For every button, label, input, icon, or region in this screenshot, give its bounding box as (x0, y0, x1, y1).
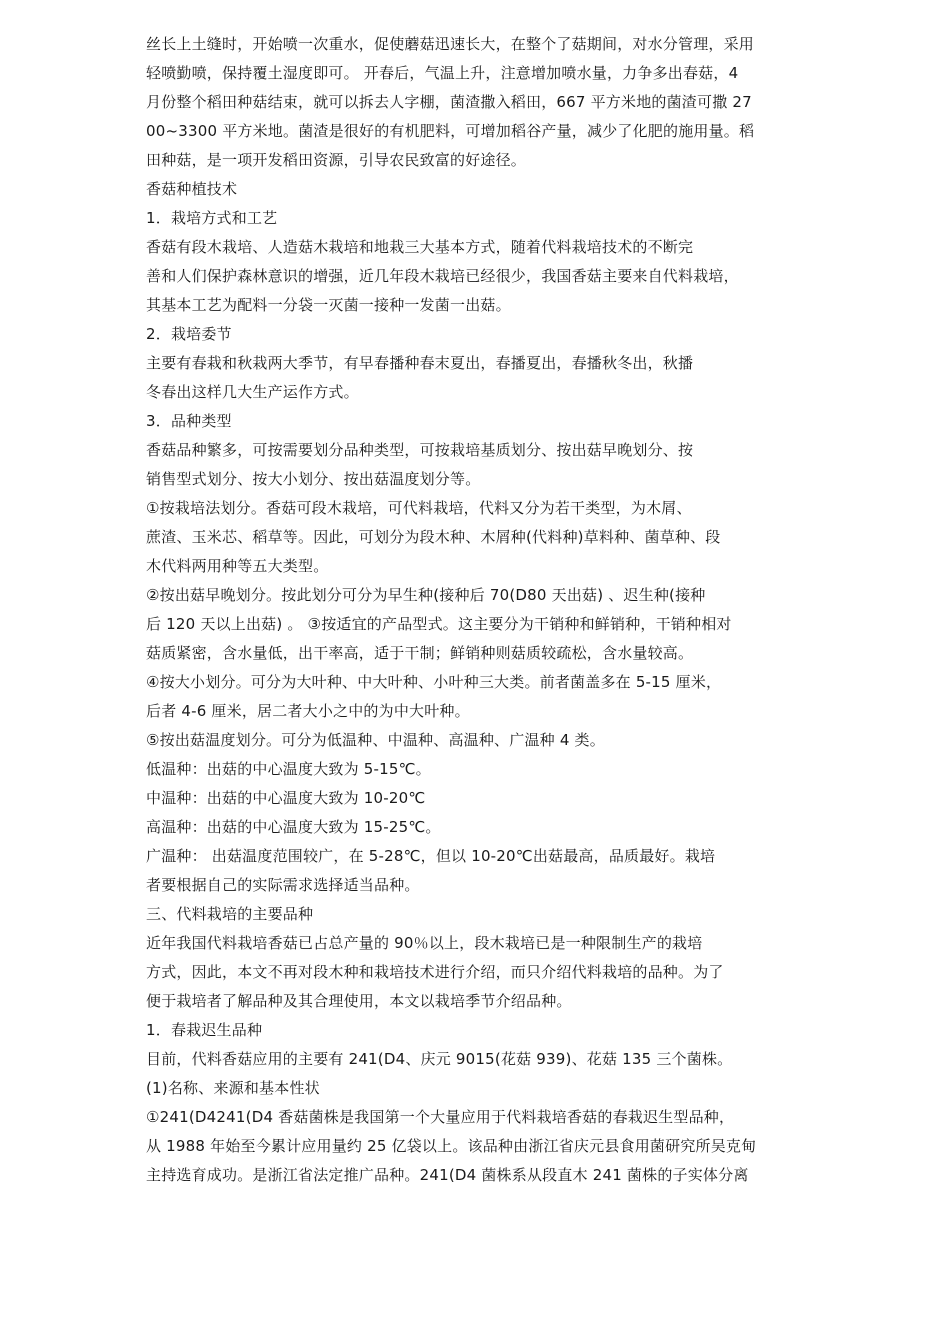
subsection-heading: 3．品种类型 (146, 412, 232, 430)
text-line: 善和人们保护森林意识的增强，近几年段木栽培已经很少，我国香菇主要来自代料栽培， (146, 267, 739, 285)
text-line: 香菇有段木栽培、人造菇木栽培和地栽三大基本方式，随着代料栽培技术的不断完 (146, 238, 694, 256)
text-line: 便于栽培者了解品种及其合理使用，本文以栽培季节介绍品种。 (146, 992, 572, 1010)
text-line: ④按大小划分。可分为大叶种、中大叶种、小叶种三大类。前者菌盖多在 5-15 厘米， (146, 673, 722, 691)
document-page (146, 30, 826, 1190)
text-line: 后 120 天以上出菇) 。 ③按适宜的产品型式。这主要分为干销种和鲜销种，干销种相对 (146, 615, 732, 633)
text-line: 从 1988 年始至今累计应用量约 25 亿袋以上。该品种由浙江省庆元县食用菌研究所吴克甸 (146, 1137, 757, 1155)
text-line: 者要根据自己的实际需求选择适当品种。 (146, 876, 420, 894)
text-line: 蔗渣、玉米芯、稻草等。因此，可划分为段木种、木屑种(代料种)草料种、菌草种、段 (146, 528, 721, 546)
text-line: 田种菇，是一项开发稻田资源，引导农民致富的好途径。 (146, 151, 527, 169)
text-line: ①按栽培法划分。香菇可段木栽培，可代料栽培，代料又分为若干类型，为木屑、 (146, 499, 692, 517)
text-line: 月份整个稻田种菇结束，就可以拆去人字棚，菌渣撒入稻田，667 平方米地的菌渣可撒 27 (146, 93, 752, 111)
text-line: 轻喷勤喷，保持覆土湿度即可。 开春后，气温上升，注意增加喷水量，力争多出春菇，4 (146, 64, 739, 82)
text-line: 主持选育成功。是浙江省法定推广品种。241(D4 菌株系从段直木 241 菌株的子实体分离 (146, 1166, 749, 1184)
text-line: 00~3300 平方米地。菌渣是很好的有机肥料，可增加稻谷产量，减少了化肥的施用量。稻 (146, 122, 755, 140)
text-line: 木代料两用种等五大类型。 (146, 557, 329, 575)
subsection-heading: (1)名称、来源和基本性状 (146, 1079, 320, 1097)
text-line: 方式，因此，本文不再对段木种和栽培技术进行介绍，而只介绍代料栽培的品种。为了 (146, 963, 724, 981)
text-line: 中温种：出菇的中心温度大致为 10-20℃ (146, 789, 426, 807)
section-heading: 三、代料栽培的主要品种 (146, 905, 314, 923)
text-line: 其基本工艺为配料一分袋一灭菌一接种一发菌一出菇。 (146, 296, 511, 314)
text-line: 菇质紧密，含水量低，出干率高，适于干制；鲜销种则菇质较疏松，含水量较高。 (146, 644, 694, 662)
text-line: 丝长上土缝时，开始喷一次重水，促使蘑菇迅速长大，在整个了菇期间，对水分管理，采用 (146, 35, 755, 53)
text-line: 香菇品种繁多，可按需要划分品种类型，可按栽培基质划分、按出菇早晚划分、按 (146, 441, 694, 459)
text-line: ⑤按出菇温度划分。可分为低温种、中温种、高温种、广温种 4 类。 (146, 731, 605, 749)
text-line: 后者 4-6 厘米，居二者大小之中的为中大叶种。 (146, 702, 470, 720)
subsection-heading: 2．栽培委节 (146, 325, 232, 343)
section-heading: 香菇种植技术 (146, 180, 238, 198)
text-line: 目前，代料香菇应用的主要有 241(D4、庆元 9015(花菇 939)、花菇 135 三个菌株。 (146, 1050, 733, 1068)
subsection-heading: 1．春栽迟生品种 (146, 1021, 263, 1039)
text-line: 低温种：出菇的中心温度大致为 5-15℃。 (146, 760, 431, 778)
text-line: 广温种： 出菇温度范围较广，在 5-28℃，但以 10-20℃出菇最高，品质最好。栽培 (146, 847, 716, 865)
text-line: 高温种：出菇的中心温度大致为 15-25℃。 (146, 818, 441, 836)
text-line: 近年我国代料栽培香菇已占总产量的 90％以上，段木栽培已是一种限制生产的栽培 (146, 934, 703, 952)
text-line: 冬春出这样几大生产运作方式。 (146, 383, 359, 401)
text-line: 销售型式划分、按大小划分、按出菇温度划分等。 (146, 470, 481, 488)
subsection-heading: 1．栽培方式和工艺 (146, 209, 278, 227)
text-line: ①241(D4241(D4 香菇菌株是我国第一个大量应用于代料栽培香菇的春栽迟生型品种， (146, 1108, 735, 1126)
text-line: 主要有春栽和秋栽两大季节，有早春播种春末夏出，春播夏出，春播秋冬出，秋播 (146, 354, 694, 372)
text-line: ②按出菇早晚划分。按此划分可分为早生种(接种后 70(D80 天出菇) 、迟生种(接种 (146, 586, 706, 604)
